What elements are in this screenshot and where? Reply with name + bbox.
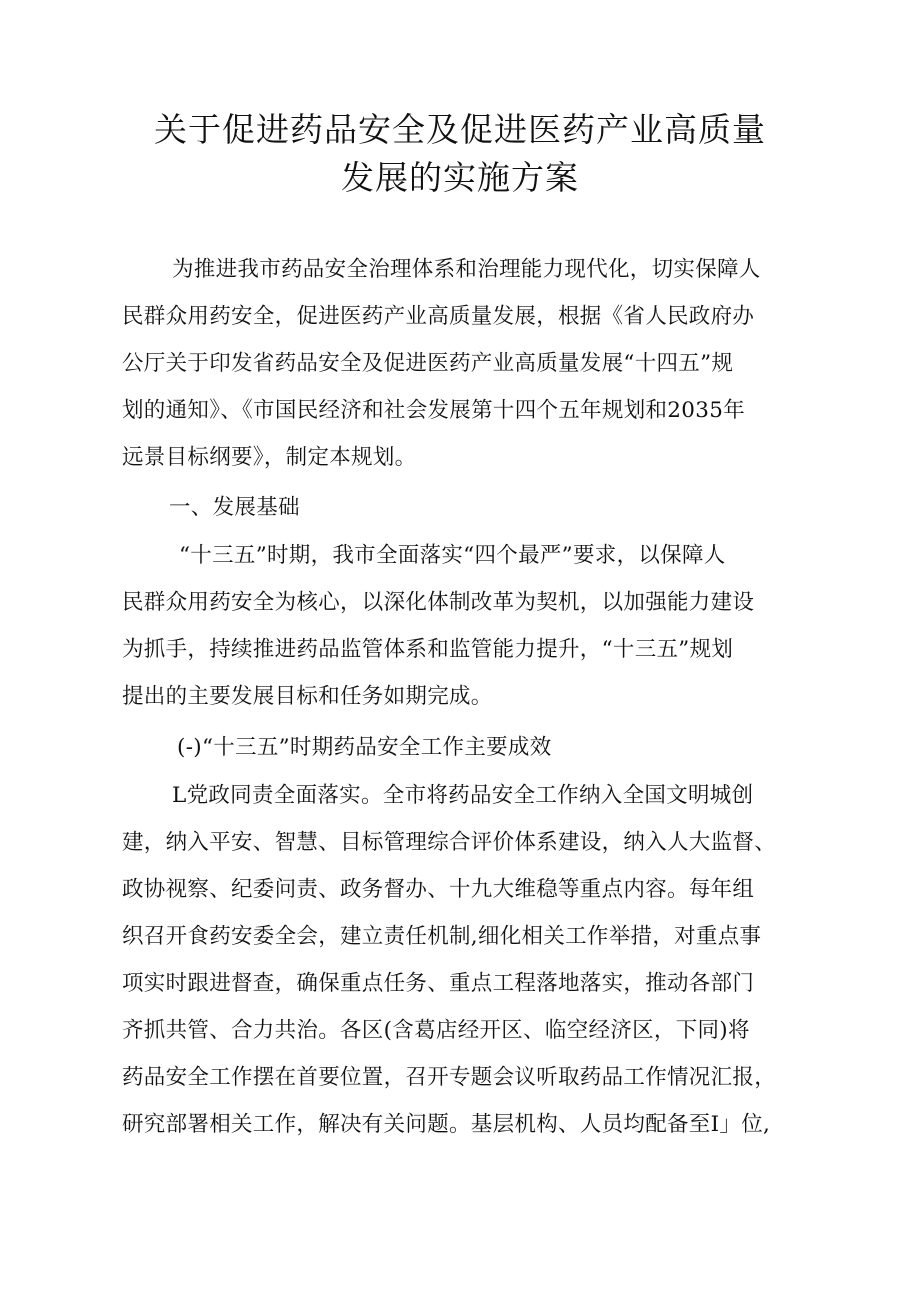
section1-line-4: 提出的主要发展目标和任务如期完成。 <box>122 684 493 709</box>
item1-line-5: 项实时跟进督查，确保重点任务、重点工程落地落实，推动各部门 <box>122 971 755 996</box>
document-title-line-1: 关于促进药品安全及促进医药产业高质量 <box>154 110 766 149</box>
item1-line-2: 建，纳入平安、智慧、目标管理综合评价体系建设，纳入人大监督、 <box>122 830 777 855</box>
item1-line-6: 齐抓共管、合力共治。各区(含葛店经开区、临空经济区，下同)将 <box>122 1018 750 1043</box>
item1-line-3: 政协视察、纪委问责、政务督办、十九大维稳等重点内容。每年组 <box>122 877 755 902</box>
section1-line-1: “十三五”时期，我市全面落实“四个最严”要求，以保障人 <box>179 543 726 568</box>
item1-line-8: 研究部署相关工作，解决有关问题。基层机构、人员均配备至I」位, <box>122 1112 771 1137</box>
intro-line-1: 为推进我市药品安全治理体系和治理能力现代化，切实保障人 <box>172 257 761 282</box>
intro-line-3: 公厅关于印发省药品安全及促进医药产业高质量发展“十四五”规 <box>122 351 734 376</box>
intro-line-5: 远景目标纲要》，制定本规划。 <box>122 445 417 470</box>
intro-line-2: 民群众用药安全，促进医药产业高质量发展，根据《省人民政府办 <box>122 304 755 329</box>
intro-line-4: 划的通知》、《市国民经济和社会发展第十四个五年规划和2035年 <box>122 398 746 423</box>
subsection-heading-achievements: (-)“十三五”时期药品安全工作主要成效 <box>177 735 552 760</box>
section1-line-2: 民群众用药安全为核心，以深化体制改革为契机，以加强能力建设 <box>122 590 755 615</box>
item1-line-7: 药品安全工作摆在首要位置，召开专题会议听取药品工作情况汇报， <box>122 1065 777 1090</box>
document-title-line-2: 发展的实施方案 <box>341 158 579 197</box>
item1-line-1: L党政同责全面落实。全市将药品安全工作纳入全国文明城创 <box>172 783 754 808</box>
section-heading-development-basis: 一、发展基础 <box>169 495 300 520</box>
item1-line-4: 织召开食药安委全会，建立责任机制,细化相关工作举措，对重点事 <box>122 924 762 949</box>
section1-line-3: 为抓手，持续推进药品监管体系和监管能力提升，“十三五”规划 <box>122 637 734 662</box>
